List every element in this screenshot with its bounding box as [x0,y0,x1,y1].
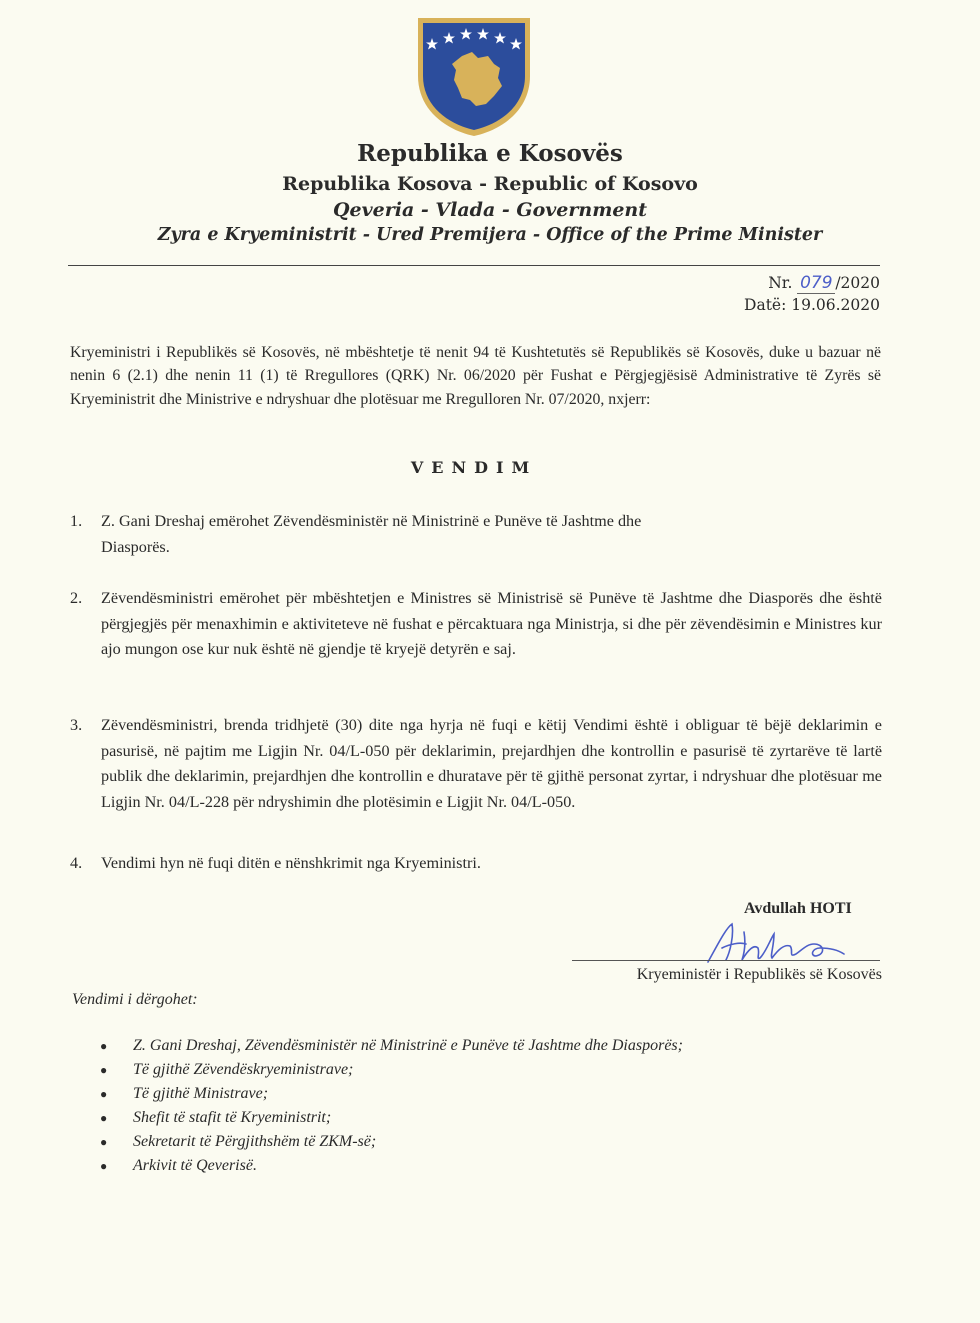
handwritten-signature-icon [700,914,850,970]
bullet-icon: ● [100,1063,108,1077]
list-item: ● Të gjithë Zëvendëskryeministrave; [100,1058,683,1082]
bullet-icon: ● [100,1111,108,1125]
list-item: ● Sekretarit të Përgjithshëm të ZKM-së; [100,1130,683,1154]
decision-item-text: Zëvendësministri, brenda tridhjetë (30) dite nga hyrja në fuqi e këtij Vendimi është i obliguar të bëjë deklarimin e pasurisë, në pajtim me Ligjin Nr. 04/L-050 për deklarimin, prejardhjen dhe kontrollin e pasurisë të zyrtarëve të lartë publik dhe deklarimin, prejardhjen dhe kontrollin e dhuratave për të gjithë personat zyrtar, i ndryshuar dhe plotësuar me Ligjin Nr. 04/L-228 për ndryshimin dhe plotësimin e Ligjit Nr. 04/L-050. [101,716,882,811]
list-item: ● Z. Gani Dreshaj, Zëvendësministër në Ministrinë e Punëve të Jashtme dhe Diasporës; [100,1034,683,1058]
reference-number-prefix: Nr. [768,274,793,292]
distribution-title: Vendimi i dërgohet: [72,991,198,1008]
kosovo-coat-of-arms-icon [414,14,534,138]
bullet-icon: ● [100,1039,108,1053]
header-country: Republika e Kosovës [357,140,623,167]
reference-date: Datë: 19.06.2020 [744,296,880,314]
distribution-list [100,1034,683,1178]
signer-name: Avdullah HOTI [744,900,852,917]
decision-item-number: 4. [70,854,83,872]
decision-item-1 [70,509,882,560]
bullet-icon: ● [100,1087,108,1101]
decision-item-3 [70,713,882,815]
list-item: ● Arkivit të Qeverisë. [100,1154,683,1178]
reference-number [768,273,880,294]
list-item: ● Të gjithë Ministrave; [100,1082,683,1106]
header-country-multilingual: Republika Kosova - Republic of Kosovo [282,173,698,195]
decision-item-number: 1. [70,512,83,530]
decision-item-text: Zëvendësministri emërohet për mbështetjen e Ministres së Ministrisë së Punëve të Jashtme dhe Diasporës dhe është përgjegjës për menaxhimin e aktiviteteve në fushat e përcaktuara nga Ministrja, si dhe për zëvendësimin e Ministres kur ajo mungon ose kur nuk është në gjendje të kryejë detyrën e saj. [101,589,882,659]
list-item: ● Shefit të stafit të Kryeministrit; [100,1106,683,1130]
decision-item-4 [70,851,882,877]
header-government: Qeveria - Vlada - Government [332,199,648,221]
decision-item-text: Vendimi hyn në fuqi ditën e nënshkrimit nga Kryeministri. [101,854,481,872]
decision-item-2 [70,586,882,663]
reference-number-suffix: /2020 [835,274,880,292]
header-office: Zyra e Kryeministrit - Ured Premijera - Office of the Prime Minister [157,225,823,245]
decision-item-text: Z. Gani Dreshaj emërohet Zëvendësministër në Ministrinë e Punëve të Jashtme dhe Diasporës. [101,512,642,556]
decision-item-number: 2. [70,589,83,607]
decision-item-number: 3. [70,716,83,734]
header-divider [68,265,880,266]
signer-title: Kryeministër i Republikës së Kosovës [636,966,882,983]
signature-line [572,960,880,961]
bullet-icon: ● [100,1135,108,1149]
bullet-icon: ● [100,1159,108,1173]
intro-paragraph: Kryeministri i Republikës së Kosovës, në mbështetje të nenit 94 të Kushtetutës së Republikës së Kosovës, duke u bazuar në nenin 6 (2.1) dhe nenin 11 (1) të Rregullores (QRK) Nr. 06/2020 për Fushat e Përgjegjësisë Administrative të Zyrës së Kryeministrit dhe Ministrive e ndryshuar dhe plotësuar me Rregulloren Nr. 07/2020, nxjerr: [70,344,881,408]
reference-number-value: 079 [797,273,835,294]
decision-title: VENDIM [410,458,538,477]
